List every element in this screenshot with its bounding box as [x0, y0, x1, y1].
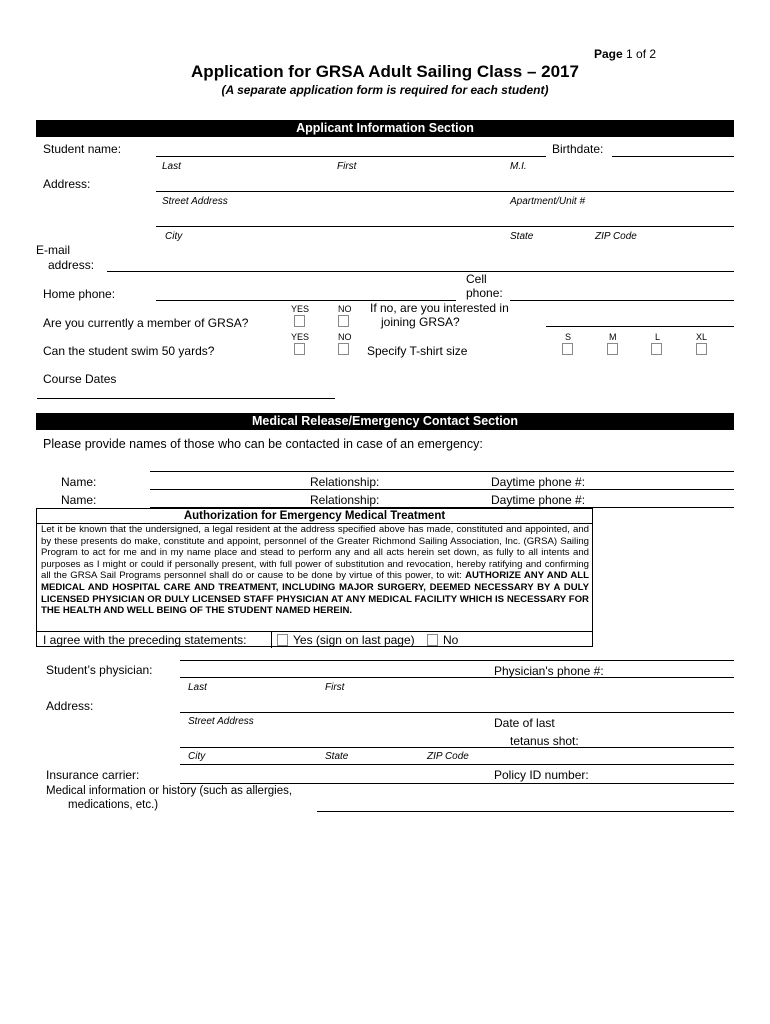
size-xl-caption: XL — [696, 332, 708, 342]
city-caption: City — [165, 231, 183, 242]
agree-label: I agree with the preceding statements: — [43, 633, 247, 647]
page-number — [594, 47, 656, 61]
size-xl-checkbox[interactable] — [696, 343, 707, 355]
agree-divider — [271, 632, 272, 648]
contact1-field[interactable] — [150, 489, 734, 490]
form-title: Application for GRSA Adult Sailing Class – 2017 — [191, 62, 579, 81]
med-history-field[interactable] — [317, 811, 734, 812]
state-caption: State — [510, 231, 534, 242]
physician-name-field[interactable] — [180, 677, 734, 678]
cell-label-line1: Cell — [466, 272, 487, 286]
policy-label: Policy ID number: — [494, 768, 589, 782]
agree-no-checkbox[interactable] — [427, 634, 438, 646]
birthdate-label: Birthdate: — [552, 142, 604, 156]
birthdate-field[interactable] — [612, 156, 734, 157]
medical-section-header: Medical Release/Emergency Contact Section — [36, 413, 734, 430]
emergency-top-line — [150, 471, 734, 472]
home-phone-label: Home phone: — [43, 287, 116, 301]
city-state-zip-field[interactable] — [156, 226, 734, 227]
insurance-top-line — [180, 764, 734, 765]
email-label-line2: address: — [48, 258, 95, 272]
page-number-value: 1 of 2 — [626, 47, 657, 61]
agree-yes-checkbox[interactable] — [277, 634, 288, 646]
member-no-checkbox[interactable] — [338, 315, 349, 327]
insurance-field[interactable] — [180, 783, 734, 784]
member-yes-checkbox[interactable] — [294, 315, 305, 327]
swim-question: Can the student swim 50 yards? — [43, 344, 215, 358]
authorization-box — [36, 508, 593, 647]
authorization-body: Let it be known that the undersigned, a legal resident at the address specified above has made, constituted and appointed, and by these presents do make, constitute and appoint, personnel of the Greater Richmond Sailing Association, Inc. (GRSA) Sailing Program to act for me and in my name place and stead to perform any and all acts herein set down, as fully to all intents and purposes as I might or could if personally present, with full power of substitution and revocation, hereby ratifying and confirming all the GRSA Sail Programs personnel shall do or cause to be done by virtue of this power, to wit: — [41, 524, 589, 582]
member-no-caption: NO — [338, 304, 352, 314]
student-name-label: Student name: — [43, 142, 122, 156]
tetanus-label-line2: tetanus shot: — [510, 734, 579, 748]
member-yes-caption: YES — [291, 304, 310, 314]
size-m-caption: M — [609, 332, 617, 342]
size-s-caption: S — [565, 332, 572, 342]
tetanus-label-line1: Date of last — [494, 716, 555, 730]
applicant-section-header: Applicant Information Section — [36, 120, 734, 137]
apartment-caption: Apartment/Unit # — [510, 196, 586, 207]
zip-caption: ZIP Code — [595, 231, 637, 242]
med-history-label-line2: medications, etc.) — [68, 799, 159, 811]
contact1-relationship-label: Relationship: — [310, 475, 380, 489]
physician-zip-caption: ZIP Code — [427, 751, 469, 762]
physician-first-caption: First — [325, 682, 345, 693]
agree-yes-label: Yes (sign on last page) — [293, 633, 415, 647]
first-name-caption: First — [337, 161, 357, 172]
med-history-label-line1: Medical information or history (such as allergies, — [46, 785, 293, 797]
physician-last-caption: Last — [188, 682, 207, 693]
physician-phone-label: Physician's phone #: — [494, 664, 604, 678]
contact2-name-label: Name: — [61, 493, 97, 507]
course-dates-label: Course Dates — [43, 372, 117, 386]
course-dates-field[interactable] — [37, 398, 335, 399]
contact1-phone-label: Daytime phone #: — [491, 475, 586, 489]
physician-top-line — [180, 660, 734, 661]
physician-state-caption: State — [325, 751, 349, 762]
interest-question-line2: joining GRSA? — [381, 315, 460, 329]
street-address-field[interactable] — [156, 191, 734, 192]
physician-city-caption: City — [188, 751, 206, 762]
street-address-caption: Street Address — [162, 196, 228, 207]
physician-street-field[interactable] — [180, 712, 734, 713]
email-field[interactable] — [107, 271, 734, 272]
interest-answer-field[interactable] — [546, 326, 734, 327]
cell-label-line2: phone: — [466, 286, 503, 300]
emergency-intro: Please provide names of those who can be contacted in case of an emergency: — [43, 437, 483, 451]
size-m-checkbox[interactable] — [607, 343, 618, 355]
physician-address-label: Address: — [46, 699, 94, 713]
swim-no-caption: NO — [338, 332, 352, 342]
agreement-row — [37, 631, 592, 648]
swim-no-checkbox[interactable] — [338, 343, 349, 355]
contact1-name-label: Name: — [61, 475, 97, 489]
page-label: Page — [594, 47, 623, 61]
student-name-field[interactable] — [156, 156, 546, 157]
email-label-line1: E-mail — [36, 243, 71, 257]
physician-label: Student’s physician: — [46, 663, 153, 677]
authorization-text — [41, 524, 589, 617]
contact2-relationship-label: Relationship: — [310, 493, 380, 507]
size-l-checkbox[interactable] — [651, 343, 662, 355]
member-question: Are you currently a member of GRSA? — [43, 316, 249, 330]
physician-street-caption: Street Address — [188, 716, 254, 727]
tshirt-label: Specify T-shirt size — [367, 344, 468, 358]
last-name-caption: Last — [162, 161, 181, 172]
cell-phone-field[interactable] — [510, 300, 734, 301]
mi-caption: M.I. — [510, 161, 527, 172]
authorization-title: Authorization for Emergency Medical Treatment — [37, 509, 592, 524]
address-label: Address: — [43, 177, 91, 191]
interest-question-line1: If no, are you interested in — [370, 301, 509, 315]
form-subtitle: (A separate application form is required for each student) — [221, 83, 549, 97]
authorization-bold-clause: AUTHORIZE ANY AND ALL MEDICAL AND HOSPITAL CARE AND TREATMENT, INCLUDING MAJOR SURGERY, DEEMED NECESSARY BY A DULY LICENSED PHYSICIAN OR DULY LICENSED STAFF PHYSICIAN AT ANY MEDICAL FACILITY WHICH IS NECESSARY FOR THE HEALTH AND WELL BEING OF THE STUDENT NAMED HEREIN. — [41, 570, 589, 617]
contact2-phone-label: Daytime phone #: — [491, 493, 586, 507]
physician-city-field[interactable] — [180, 747, 734, 748]
swim-yes-checkbox[interactable] — [294, 343, 305, 355]
swim-yes-caption: YES — [291, 332, 310, 342]
agree-no-label: No — [443, 633, 459, 647]
size-l-caption: L — [655, 332, 661, 342]
size-s-checkbox[interactable] — [562, 343, 573, 355]
insurance-label: Insurance carrier: — [46, 768, 140, 782]
